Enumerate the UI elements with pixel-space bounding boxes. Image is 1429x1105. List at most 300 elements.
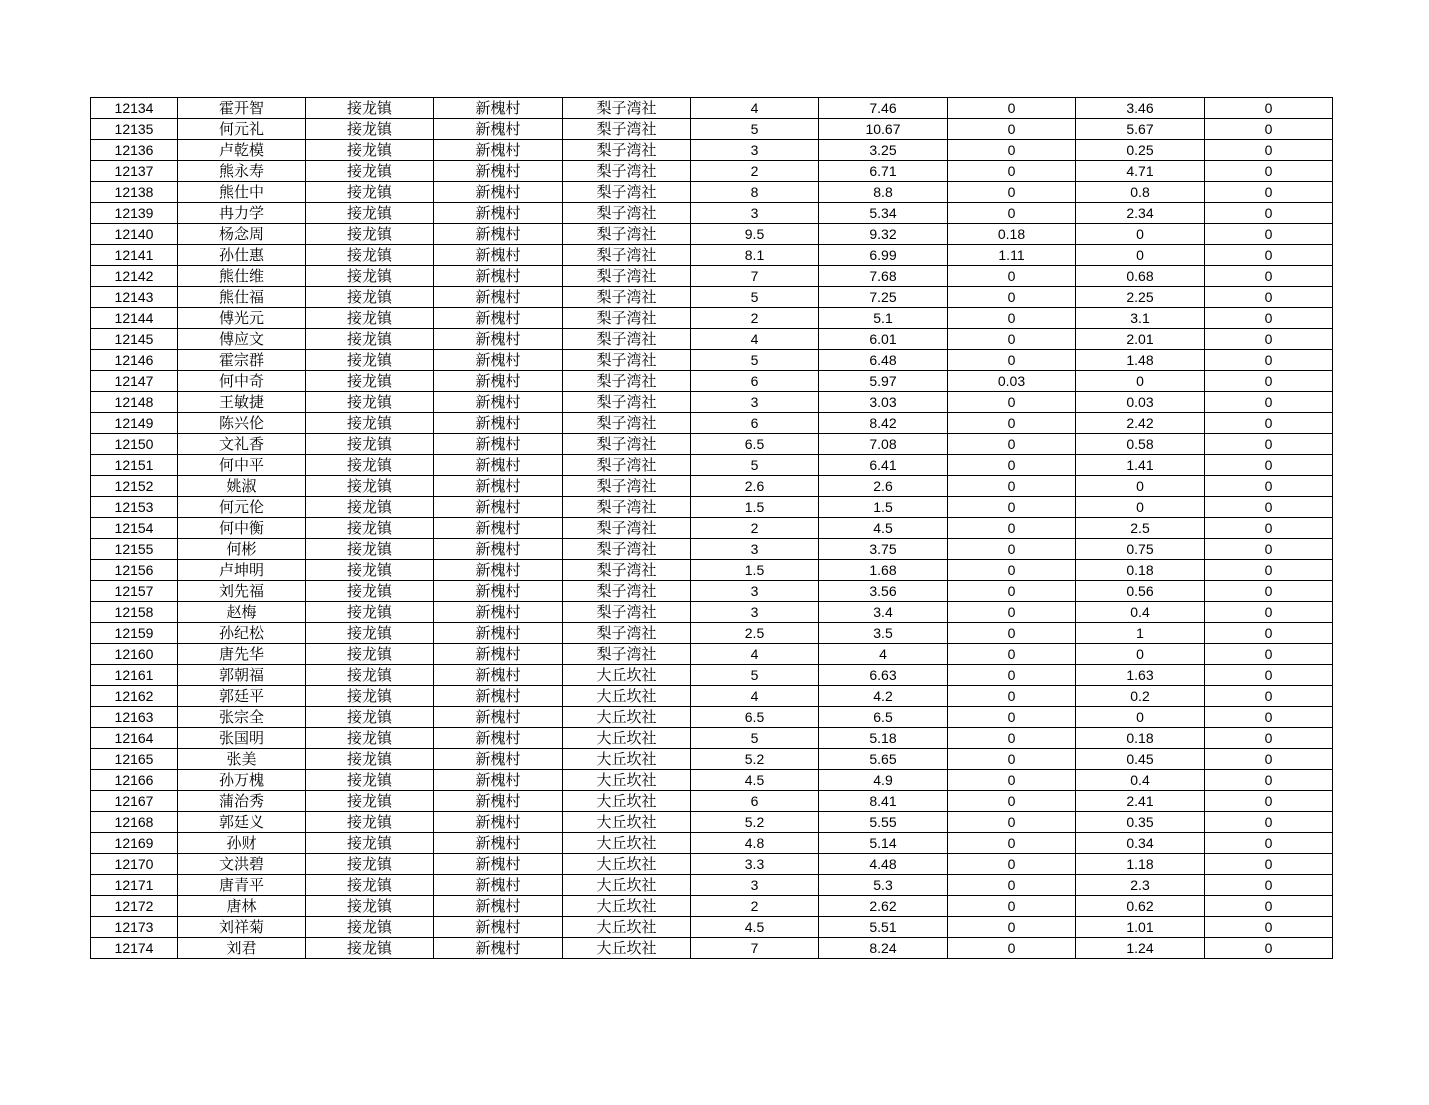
value-e-cell: 0 [1205,875,1333,896]
value-b-cell: 6.63 [819,665,948,686]
village-cell: 新槐村 [434,749,563,770]
village-cell: 新槐村 [434,497,563,518]
table-row [91,245,1333,266]
id-cell: 12160 [91,644,178,665]
value-a-cell: 3 [691,392,819,413]
group-cell: 梨子湾社 [563,434,691,455]
value-e-cell: 0 [1205,119,1333,140]
value-c-cell: 0 [948,917,1076,938]
table-row [91,749,1333,770]
value-b-cell: 8.41 [819,791,948,812]
village-cell: 新槐村 [434,329,563,350]
value-c-cell: 1.11 [948,245,1076,266]
town-cell: 接龙镇 [306,749,434,770]
name-cell: 刘君 [178,938,306,959]
village-cell: 新槐村 [434,413,563,434]
value-b-cell: 8.24 [819,938,948,959]
name-cell: 唐青平 [178,875,306,896]
id-cell: 12158 [91,602,178,623]
name-cell: 霍宗群 [178,350,306,371]
id-cell: 12149 [91,413,178,434]
value-c-cell: 0 [948,350,1076,371]
table-row [91,560,1333,581]
value-c-cell: 0 [948,266,1076,287]
name-cell: 傅光元 [178,308,306,329]
value-d-cell: 2.5 [1076,518,1205,539]
value-e-cell: 0 [1205,266,1333,287]
value-d-cell: 0.4 [1076,770,1205,791]
value-d-cell: 0.35 [1076,812,1205,833]
value-b-cell: 3.5 [819,623,948,644]
value-c-cell: 0 [948,833,1076,854]
group-cell: 梨子湾社 [563,266,691,287]
value-a-cell: 5 [691,665,819,686]
table-row [91,287,1333,308]
name-cell: 陈兴伦 [178,413,306,434]
value-b-cell: 2.6 [819,476,948,497]
name-cell: 卢乾模 [178,140,306,161]
value-d-cell: 0.8 [1076,182,1205,203]
village-cell: 新槐村 [434,896,563,917]
value-d-cell: 0 [1076,371,1205,392]
village-cell: 新槐村 [434,308,563,329]
group-cell: 梨子湾社 [563,455,691,476]
id-cell: 12165 [91,749,178,770]
value-b-cell: 8.8 [819,182,948,203]
table-row [91,476,1333,497]
value-e-cell: 0 [1205,308,1333,329]
group-cell: 梨子湾社 [563,602,691,623]
name-cell: 张国明 [178,728,306,749]
value-d-cell: 0 [1076,224,1205,245]
value-b-cell: 1.5 [819,497,948,518]
value-e-cell: 0 [1205,434,1333,455]
value-a-cell: 3 [691,875,819,896]
table-row [91,728,1333,749]
value-b-cell: 2.62 [819,896,948,917]
group-cell: 梨子湾社 [563,644,691,665]
town-cell: 接龙镇 [306,308,434,329]
table-row [91,434,1333,455]
group-cell: 梨子湾社 [563,224,691,245]
value-d-cell: 0.68 [1076,266,1205,287]
value-c-cell: 0 [948,581,1076,602]
value-a-cell: 1.5 [691,560,819,581]
value-b-cell: 7.08 [819,434,948,455]
name-cell: 熊仕中 [178,182,306,203]
value-c-cell: 0.03 [948,371,1076,392]
value-d-cell: 1.41 [1076,455,1205,476]
id-cell: 12146 [91,350,178,371]
group-cell: 大丘坎社 [563,896,691,917]
village-cell: 新槐村 [434,140,563,161]
table-row [91,791,1333,812]
value-c-cell: 0 [948,308,1076,329]
table-row [91,623,1333,644]
group-cell: 大丘坎社 [563,791,691,812]
town-cell: 接龙镇 [306,896,434,917]
table-row [91,203,1333,224]
id-cell: 12155 [91,539,178,560]
value-a-cell: 3 [691,539,819,560]
name-cell: 卢坤明 [178,560,306,581]
town-cell: 接龙镇 [306,98,434,119]
value-b-cell: 6.01 [819,329,948,350]
table-row [91,455,1333,476]
value-b-cell: 4 [819,644,948,665]
group-cell: 大丘坎社 [563,875,691,896]
value-e-cell: 0 [1205,455,1333,476]
value-c-cell: 0 [948,161,1076,182]
value-d-cell: 2.34 [1076,203,1205,224]
id-cell: 12156 [91,560,178,581]
town-cell: 接龙镇 [306,434,434,455]
table-row [91,539,1333,560]
value-d-cell: 0.03 [1076,392,1205,413]
name-cell: 何元礼 [178,119,306,140]
value-a-cell: 4.5 [691,770,819,791]
value-c-cell: 0 [948,455,1076,476]
table-row [91,707,1333,728]
group-cell: 大丘坎社 [563,665,691,686]
town-cell: 接龙镇 [306,728,434,749]
group-cell: 梨子湾社 [563,476,691,497]
value-a-cell: 2 [691,308,819,329]
value-c-cell: 0 [948,875,1076,896]
town-cell: 接龙镇 [306,791,434,812]
value-e-cell: 0 [1205,140,1333,161]
table-row [91,266,1333,287]
value-b-cell: 4.5 [819,518,948,539]
town-cell: 接龙镇 [306,287,434,308]
value-e-cell: 0 [1205,518,1333,539]
village-cell: 新槐村 [434,812,563,833]
name-cell: 孙万槐 [178,770,306,791]
town-cell: 接龙镇 [306,203,434,224]
value-c-cell: 0 [948,539,1076,560]
town-cell: 接龙镇 [306,686,434,707]
value-d-cell: 0.34 [1076,833,1205,854]
village-cell: 新槐村 [434,98,563,119]
town-cell: 接龙镇 [306,581,434,602]
id-cell: 12134 [91,98,178,119]
value-a-cell: 5 [691,350,819,371]
value-c-cell: 0 [948,476,1076,497]
town-cell: 接龙镇 [306,266,434,287]
village-cell: 新槐村 [434,455,563,476]
town-cell: 接龙镇 [306,665,434,686]
name-cell: 唐林 [178,896,306,917]
value-d-cell: 0.58 [1076,434,1205,455]
table-row [91,329,1333,350]
value-d-cell: 1.18 [1076,854,1205,875]
village-cell: 新槐村 [434,665,563,686]
value-d-cell: 0.75 [1076,539,1205,560]
village-cell: 新槐村 [434,371,563,392]
town-cell: 接龙镇 [306,455,434,476]
table-row [91,875,1333,896]
name-cell: 孙财 [178,833,306,854]
value-b-cell: 4.9 [819,770,948,791]
value-c-cell: 0 [948,665,1076,686]
value-b-cell: 6.48 [819,350,948,371]
value-a-cell: 5 [691,728,819,749]
value-b-cell: 8.42 [819,413,948,434]
village-cell: 新槐村 [434,581,563,602]
id-cell: 12157 [91,581,178,602]
group-cell: 梨子湾社 [563,539,691,560]
value-e-cell: 0 [1205,623,1333,644]
table-row [91,917,1333,938]
value-d-cell: 1 [1076,623,1205,644]
table-row [91,770,1333,791]
value-c-cell: 0.18 [948,224,1076,245]
group-cell: 梨子湾社 [563,371,691,392]
value-e-cell: 0 [1205,245,1333,266]
value-e-cell: 0 [1205,98,1333,119]
table-row [91,602,1333,623]
value-d-cell: 0.4 [1076,602,1205,623]
group-cell: 大丘坎社 [563,749,691,770]
name-cell: 熊仕福 [178,287,306,308]
village-cell: 新槐村 [434,266,563,287]
name-cell: 刘先福 [178,581,306,602]
value-e-cell: 0 [1205,707,1333,728]
value-e-cell: 0 [1205,203,1333,224]
value-b-cell: 7.68 [819,266,948,287]
group-cell: 梨子湾社 [563,497,691,518]
value-e-cell: 0 [1205,644,1333,665]
name-cell: 文洪碧 [178,854,306,875]
town-cell: 接龙镇 [306,602,434,623]
value-c-cell: 0 [948,119,1076,140]
value-d-cell: 2.41 [1076,791,1205,812]
table-row [91,308,1333,329]
value-e-cell: 0 [1205,329,1333,350]
name-cell: 唐先华 [178,644,306,665]
town-cell: 接龙镇 [306,875,434,896]
group-cell: 梨子湾社 [563,308,691,329]
village-cell: 新槐村 [434,560,563,581]
value-d-cell: 1.01 [1076,917,1205,938]
id-cell: 12174 [91,938,178,959]
table-row [91,854,1333,875]
value-d-cell: 3.46 [1076,98,1205,119]
village-cell: 新槐村 [434,161,563,182]
id-cell: 12162 [91,686,178,707]
town-cell: 接龙镇 [306,392,434,413]
village-cell: 新槐村 [434,875,563,896]
village-cell: 新槐村 [434,728,563,749]
value-a-cell: 4 [691,98,819,119]
value-a-cell: 3 [691,602,819,623]
table-row [91,644,1333,665]
value-c-cell: 0 [948,812,1076,833]
name-cell: 郭朝福 [178,665,306,686]
village-cell: 新槐村 [434,287,563,308]
table-row [91,182,1333,203]
town-cell: 接龙镇 [306,518,434,539]
value-a-cell: 4 [691,686,819,707]
id-cell: 12141 [91,245,178,266]
village-cell: 新槐村 [434,518,563,539]
id-cell: 12163 [91,707,178,728]
id-cell: 12137 [91,161,178,182]
value-e-cell: 0 [1205,896,1333,917]
village-cell: 新槐村 [434,644,563,665]
value-a-cell: 8.1 [691,245,819,266]
group-cell: 梨子湾社 [563,119,691,140]
town-cell: 接龙镇 [306,329,434,350]
town-cell: 接龙镇 [306,350,434,371]
village-cell: 新槐村 [434,350,563,371]
table-row [91,665,1333,686]
value-e-cell: 0 [1205,497,1333,518]
id-cell: 12150 [91,434,178,455]
town-cell: 接龙镇 [306,539,434,560]
value-c-cell: 0 [948,203,1076,224]
id-cell: 12173 [91,917,178,938]
name-cell: 何中奇 [178,371,306,392]
name-cell: 孙仕惠 [178,245,306,266]
village-cell: 新槐村 [434,707,563,728]
value-b-cell: 3.75 [819,539,948,560]
town-cell: 接龙镇 [306,644,434,665]
id-cell: 12166 [91,770,178,791]
table-row [91,518,1333,539]
value-e-cell: 0 [1205,224,1333,245]
town-cell: 接龙镇 [306,224,434,245]
id-cell: 12167 [91,791,178,812]
town-cell: 接龙镇 [306,917,434,938]
village-cell: 新槐村 [434,917,563,938]
id-cell: 12154 [91,518,178,539]
group-cell: 大丘坎社 [563,770,691,791]
name-cell: 文礼香 [178,434,306,455]
value-c-cell: 0 [948,392,1076,413]
group-cell: 梨子湾社 [563,413,691,434]
town-cell: 接龙镇 [306,623,434,644]
id-cell: 12138 [91,182,178,203]
value-c-cell: 0 [948,413,1076,434]
town-cell: 接龙镇 [306,812,434,833]
table-row [91,413,1333,434]
village-cell: 新槐村 [434,854,563,875]
table-row [91,833,1333,854]
group-cell: 梨子湾社 [563,518,691,539]
value-a-cell: 5 [691,455,819,476]
village-cell: 新槐村 [434,182,563,203]
value-c-cell: 0 [948,644,1076,665]
table-row [91,896,1333,917]
value-d-cell: 0.18 [1076,728,1205,749]
value-b-cell: 3.25 [819,140,948,161]
name-cell: 熊仕维 [178,266,306,287]
value-b-cell: 5.65 [819,749,948,770]
name-cell: 熊永寿 [178,161,306,182]
value-a-cell: 2.5 [691,623,819,644]
value-e-cell: 0 [1205,665,1333,686]
id-cell: 12143 [91,287,178,308]
value-a-cell: 7 [691,938,819,959]
village-cell: 新槐村 [434,623,563,644]
town-cell: 接龙镇 [306,119,434,140]
group-cell: 梨子湾社 [563,98,691,119]
id-cell: 12170 [91,854,178,875]
id-cell: 12151 [91,455,178,476]
value-c-cell: 0 [948,728,1076,749]
value-c-cell: 0 [948,896,1076,917]
value-d-cell: 0.62 [1076,896,1205,917]
group-cell: 梨子湾社 [563,581,691,602]
id-cell: 12152 [91,476,178,497]
value-e-cell: 0 [1205,938,1333,959]
value-c-cell: 0 [948,434,1076,455]
town-cell: 接龙镇 [306,371,434,392]
group-cell: 梨子湾社 [563,245,691,266]
value-c-cell: 0 [948,749,1076,770]
value-a-cell: 4.5 [691,917,819,938]
value-a-cell: 6 [691,791,819,812]
town-cell: 接龙镇 [306,476,434,497]
id-cell: 12145 [91,329,178,350]
value-a-cell: 6 [691,371,819,392]
value-e-cell: 0 [1205,560,1333,581]
value-e-cell: 0 [1205,728,1333,749]
value-b-cell: 6.71 [819,161,948,182]
value-d-cell: 0 [1076,707,1205,728]
value-b-cell: 5.97 [819,371,948,392]
table-row [91,392,1333,413]
name-cell: 刘祥菊 [178,917,306,938]
id-cell: 12161 [91,665,178,686]
value-d-cell: 0 [1076,644,1205,665]
group-cell: 大丘坎社 [563,854,691,875]
value-d-cell: 0 [1076,476,1205,497]
town-cell: 接龙镇 [306,770,434,791]
village-cell: 新槐村 [434,686,563,707]
name-cell: 孙纪松 [178,623,306,644]
value-a-cell: 5.2 [691,749,819,770]
value-e-cell: 0 [1205,539,1333,560]
group-cell: 梨子湾社 [563,140,691,161]
village-cell: 新槐村 [434,119,563,140]
value-b-cell: 5.14 [819,833,948,854]
value-d-cell: 1.63 [1076,665,1205,686]
table-row [91,938,1333,959]
name-cell: 郭廷平 [178,686,306,707]
value-e-cell: 0 [1205,581,1333,602]
value-c-cell: 0 [948,560,1076,581]
value-e-cell: 0 [1205,791,1333,812]
value-a-cell: 1.5 [691,497,819,518]
group-cell: 大丘坎社 [563,917,691,938]
name-cell: 郭廷义 [178,812,306,833]
value-d-cell: 0.56 [1076,581,1205,602]
village-cell: 新槐村 [434,245,563,266]
village-cell: 新槐村 [434,791,563,812]
value-b-cell: 5.55 [819,812,948,833]
value-e-cell: 0 [1205,413,1333,434]
table-body [91,98,1333,959]
group-cell: 梨子湾社 [563,560,691,581]
table-row [91,98,1333,119]
id-cell: 12159 [91,623,178,644]
value-a-cell: 6.5 [691,434,819,455]
value-a-cell: 3 [691,581,819,602]
value-b-cell: 3.4 [819,602,948,623]
id-cell: 12148 [91,392,178,413]
